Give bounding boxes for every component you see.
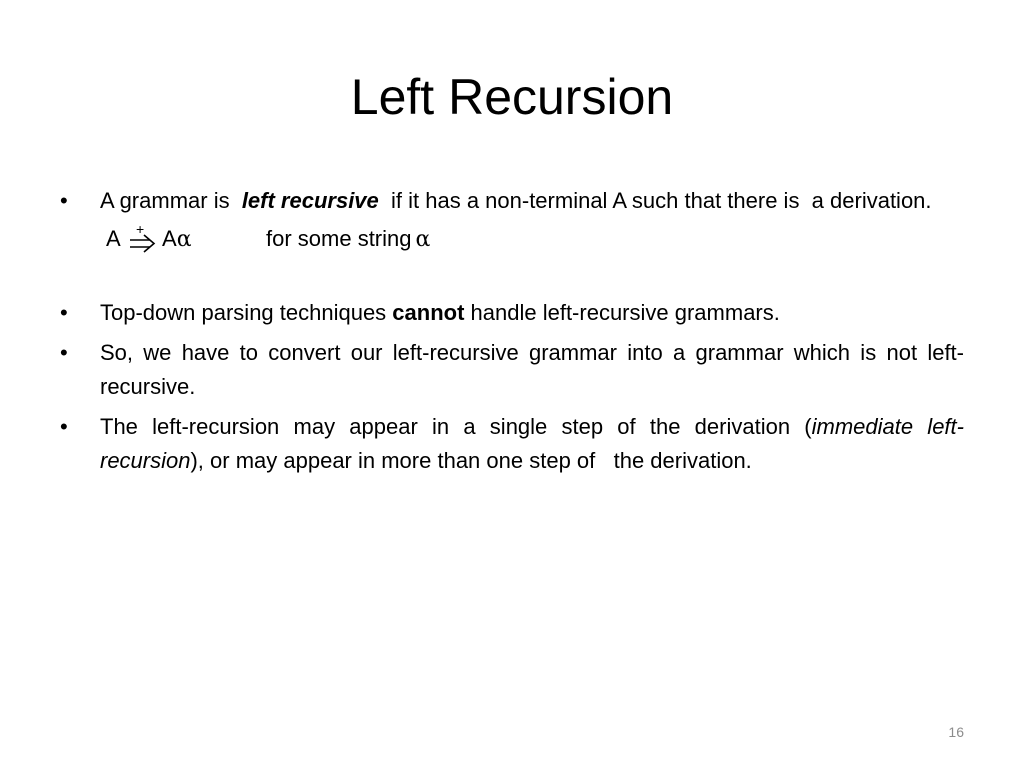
derives-plus-arrow-icon (128, 220, 158, 258)
page-number: 16 (948, 724, 964, 740)
bullet-dot: • (60, 340, 68, 365)
formula-rhs-alpha: α (176, 227, 192, 252)
formula-rhs (162, 220, 192, 259)
formula-note-alpha: α (415, 227, 431, 252)
formula-rhs-a: A (162, 226, 177, 251)
slide-body (60, 184, 964, 484)
formula-lhs: A (106, 226, 121, 251)
bullet-text-pre: The left-recursion may appear in a single step of the derivation ( (100, 414, 812, 439)
bullet-text-post: ), or may appear in more than one step of the derivation. (190, 448, 752, 473)
bullet-top-down-parsing (60, 296, 964, 330)
slide-title: Left Recursion (350, 69, 674, 125)
bullet-text-post: handle left-recursive grammars. (464, 300, 780, 325)
bullet-left-recursive-definition (60, 184, 964, 218)
bullet-dot: • (60, 188, 68, 213)
immediate-left-recursion-term: immediate left-recursion (100, 414, 964, 473)
bullet-convert-grammar (60, 336, 964, 404)
bullet-text-pre: Top-down parsing techniques (100, 300, 393, 325)
bullet-text: So, we have to convert our left-recursive grammar into a grammar which is not left-recursive. (100, 340, 964, 399)
bullet-dot: • (60, 414, 68, 439)
left-recursive-term: left recursive (241, 188, 379, 213)
bullet-text-pre: A grammar is (100, 188, 242, 213)
bullet-dot: • (60, 300, 68, 325)
bullet-text-post: if it has a non-terminal A such that there is a derivation. (378, 188, 932, 213)
plus-sign: + (136, 221, 145, 237)
cannot-term: cannot (392, 300, 465, 325)
formula-note-text: for some string (266, 226, 412, 251)
bullet-recursion-steps (60, 410, 964, 478)
derivation-formula (60, 220, 964, 258)
formula-note (266, 220, 430, 259)
